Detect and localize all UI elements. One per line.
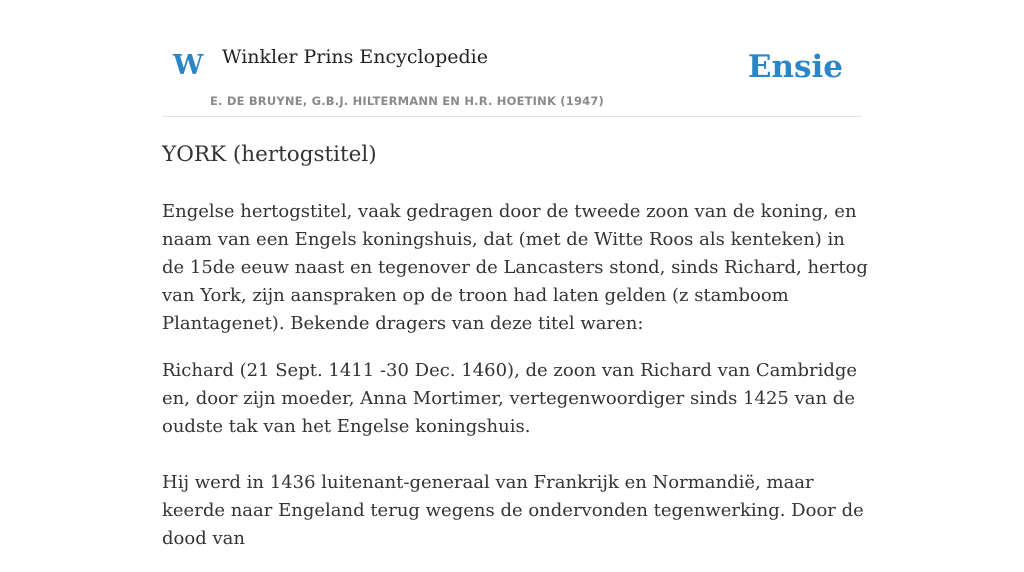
article-title: YORK (hertogstitel) — [162, 142, 377, 167]
article-paragraph: Hij werd in 1436 luitenant-generaal van Frankrijk en Normandië, maar keerde naar Engeland terug wegens de ondervonden tegenwerking. Door de dood van — [162, 472, 864, 549]
ensie-logo-link[interactable]: Ensie — [747, 49, 843, 85]
article-paragraph: Engelse hertogstitel, vaak gedragen door de tweede zoon van de koning, en naam van een Engels koningshuis, dat (met de Witte Roos als kenteken) in de 15de eeuw naast en tegenover de Lancasters stond, sinds Richard, hertog van York, zijn aanspraken op de troon had laten gelden (z stamboom Plantagenet). Bekende dragers van deze titel waren: — [162, 201, 868, 334]
source-authors: E. DE BRUYNE, G.B.J. HILTERMANN EN H.R. HOETINK (1947) — [210, 94, 605, 108]
source-header — [162, 0, 862, 117]
winkler-prins-logo-icon: W — [173, 50, 204, 81]
source-title[interactable]: Winkler Prins Encyclopedie — [222, 46, 488, 68]
article-paragraph: Richard (21 Sept. 1411 -30 Dec. 1460), de zoon van Richard van Cambridge en, door zijn moeder, Anna Mortimer, vertegenwoordiger sinds 1425 van de oudste tak van het Engelse koningshuis. — [162, 360, 858, 437]
article-body — [162, 140, 872, 572]
